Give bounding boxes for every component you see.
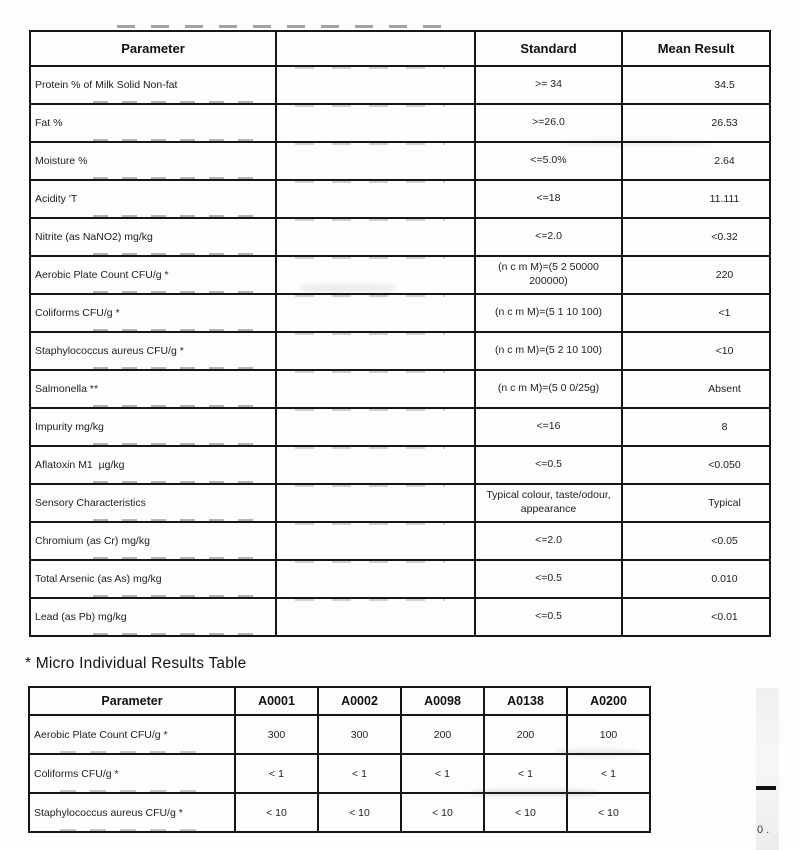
table-row [30,180,770,218]
micro-value-cell: 300 [318,715,401,754]
micro-parameter-cell: Coliforms CFU/g * [29,754,235,793]
micro-column-header-a0001: A0001 [235,687,318,715]
standard-cell: (n c m M)=(5 2 10 100) [475,332,622,370]
micro-value-cell: 100 [567,715,650,754]
standard-cell: >= 34 [475,66,622,104]
micro-column-header-a0200: A0200 [567,687,650,715]
table-row [30,332,770,370]
result-cell: 220 [622,256,770,294]
parameter-cell: Moisture % [30,142,276,180]
table-row [30,560,770,598]
result-cell: 0.010 [622,560,770,598]
scan-smudge [470,789,600,797]
scan-bar-artifact [756,786,776,790]
scan-ghost-line [117,25,452,28]
micro-value-cell: < 10 [401,793,484,832]
micro-header-row [29,687,650,715]
table-row [30,218,770,256]
standard-cell: (n c m M)=(5 1 10 100) [475,294,622,332]
table-row [30,370,770,408]
table-row [30,256,770,294]
micro-value-cell: < 1 [235,754,318,793]
scan-smudge [555,749,640,757]
micro-value-cell: < 10 [318,793,401,832]
micro-value-cell: < 1 [318,754,401,793]
result-cell: <1 [622,294,770,332]
result-cell: 11.111 [622,180,770,218]
empty-cell [276,332,475,370]
micro-table-title: * Micro Individual Results Table [25,655,247,672]
standard-cell: <=18 [475,180,622,218]
micro-individual-results-table [28,686,651,833]
micro-value-cell: < 10 [235,793,318,832]
micro-value-cell: < 1 [567,754,650,793]
column-header-blank [276,31,475,66]
micro-column-header-a0138: A0138 [484,687,567,715]
micro-value-cell: 200 [401,715,484,754]
parameter-cell: Protein % of Milk Solid Non-fat [30,66,276,104]
parameter-cell: Chromium (as Cr) mg/kg [30,522,276,560]
empty-cell [276,370,475,408]
table-row [30,598,770,636]
standard-cell: <=2.0 [475,522,622,560]
table-row [29,715,650,754]
standard-cell: <=0.5 [475,560,622,598]
result-cell: Absent [622,370,770,408]
standard-cell: Typical colour, taste/odour, appearance [475,484,622,522]
empty-cell [276,446,475,484]
micro-parameter-cell: Staphylococcus aureus CFU/g * [29,793,235,832]
table-row [29,754,650,793]
parameter-cell: Staphylococcus aureus CFU/g * [30,332,276,370]
empty-cell [276,294,475,332]
result-cell: 26.53 [622,104,770,142]
table-row [30,484,770,522]
micro-value-cell: < 10 [484,793,567,832]
result-cell: <0.050 [622,446,770,484]
analysis-results-table [29,30,771,637]
empty-cell [276,180,475,218]
parameter-cell: Coliforms CFU/g * [30,294,276,332]
result-cell: 8 [622,408,770,446]
header-row [30,31,770,66]
parameter-cell: Nitrite (as NaNO2) mg/kg [30,218,276,256]
table-row [30,522,770,560]
empty-cell [276,408,475,446]
result-cell: <0.05 [622,522,770,560]
micro-value-cell: < 10 [567,793,650,832]
result-cell: <10 [622,332,770,370]
empty-cell [276,142,475,180]
empty-cell [276,66,475,104]
corner-page-mark: 0 . [757,824,770,836]
standard-cell: >=26.0 [475,104,622,142]
empty-cell [276,256,475,294]
parameter-cell: Fat % [30,104,276,142]
standard-cell: <=5.0% [475,142,622,180]
table-row [30,104,770,142]
micro-column-header-parameter: Parameter [29,687,235,715]
column-header-parameter: Parameter [30,31,276,66]
column-header-mean-result: Mean Result [622,31,770,66]
parameter-cell: Aerobic Plate Count CFU/g * [30,256,276,294]
table-row [30,142,770,180]
table-row [29,793,650,832]
parameter-cell: Acidity 'T [30,180,276,218]
parameter-cell: Sensory Characteristics [30,484,276,522]
empty-cell [276,560,475,598]
standard-cell: <=0.5 [475,446,622,484]
empty-cell [276,484,475,522]
empty-cell [276,104,475,142]
table-row [30,446,770,484]
result-cell: 2.64 [622,142,770,180]
empty-cell [276,218,475,256]
column-header-standard: Standard [475,31,622,66]
table-row [30,66,770,104]
parameter-cell: Aflatoxin M1 µg/kg [30,446,276,484]
micro-parameter-cell: Aerobic Plate Count CFU/g * [29,715,235,754]
standard-cell: (n c m M)=(5 0 0/25g) [475,370,622,408]
result-cell: 34.5 [622,66,770,104]
table-row [30,294,770,332]
micro-value-cell: < 1 [401,754,484,793]
micro-value-cell: 300 [235,715,318,754]
micro-value-cell: 200 [484,715,567,754]
empty-cell [276,522,475,560]
parameter-cell: Total Arsenic (as As) mg/kg [30,560,276,598]
parameter-cell: Lead (as Pb) mg/kg [30,598,276,636]
standard-cell: <=2.0 [475,218,622,256]
standard-cell: (n c m M)=(5 2 50000 200000) [475,256,622,294]
result-cell: <0.01 [622,598,770,636]
standard-cell: <=0.5 [475,598,622,636]
table-row [30,408,770,446]
result-cell: Typical [622,484,770,522]
empty-cell [276,598,475,636]
parameter-cell: Impurity mg/kg [30,408,276,446]
micro-value-cell: < 1 [484,754,567,793]
parameter-cell: Salmonella ** [30,370,276,408]
result-cell: <0.32 [622,218,770,256]
micro-column-header-a0002: A0002 [318,687,401,715]
standard-cell: <=16 [475,408,622,446]
micro-column-header-a0098: A0098 [401,687,484,715]
